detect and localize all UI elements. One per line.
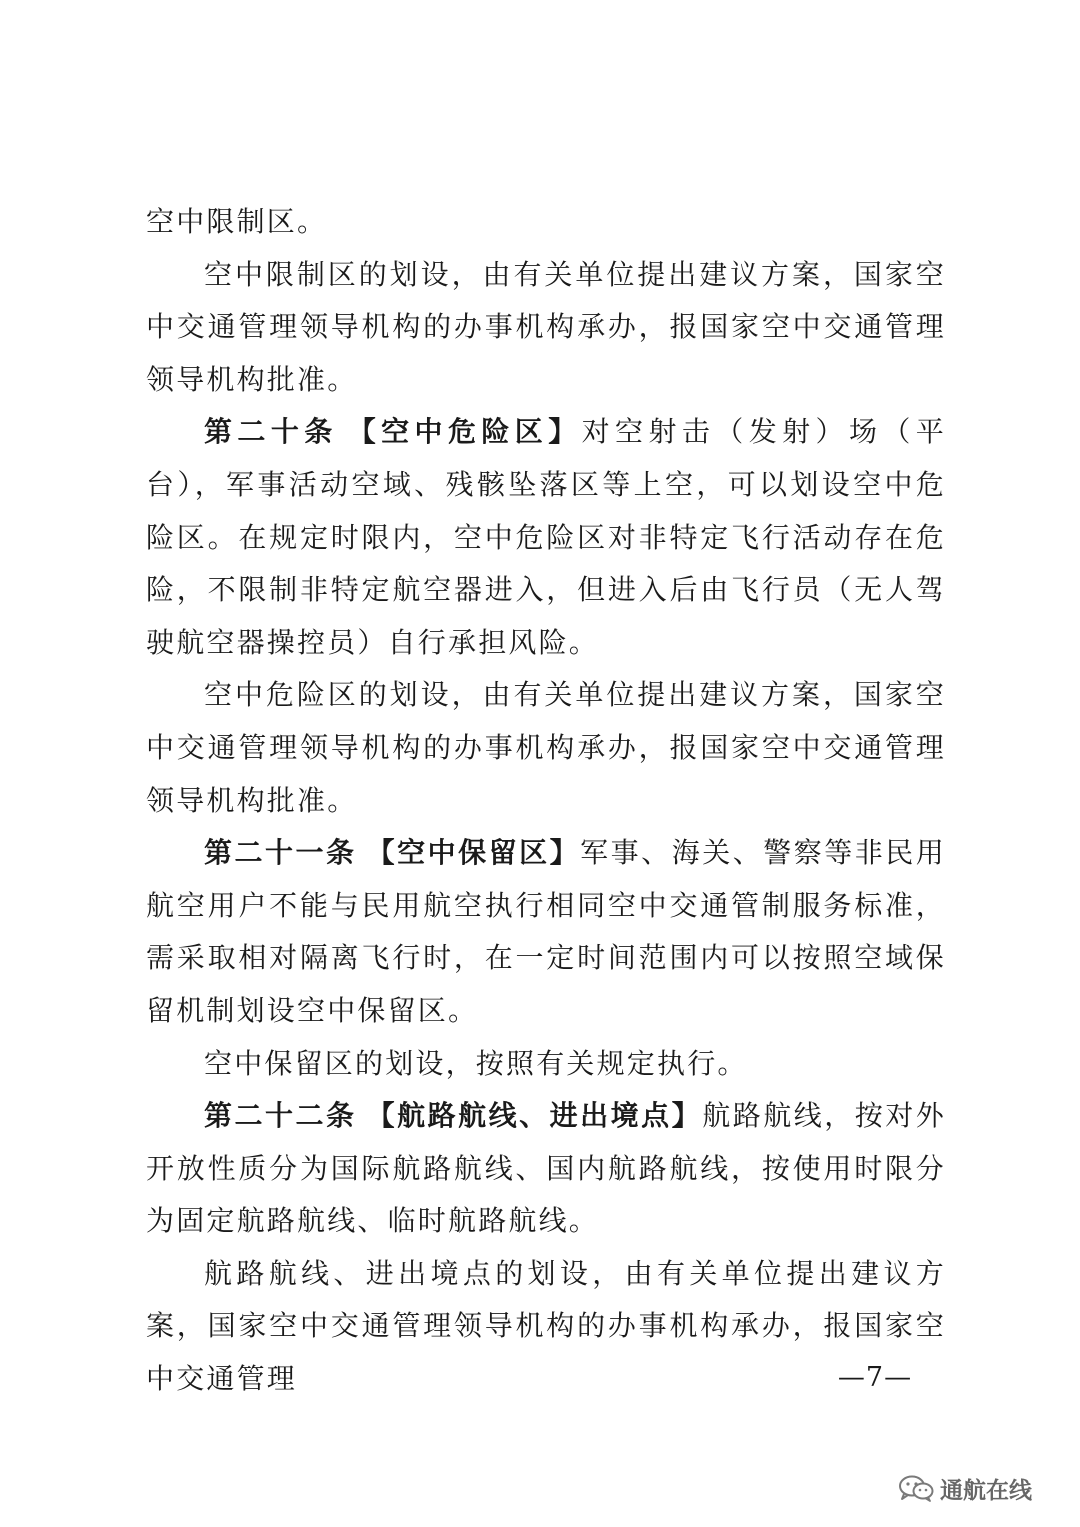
paragraph-text: 对空射击（发射）场（平台），军事活动空域、残骸坠落区等上空，可以划设空中危险区。在规定时限内，空中危险区对非特定飞行活动存在危险，不限制非特定航空器进入，但进入后由飞行员（无人驾驶航空器操控员）自行承担风险。 xyxy=(146,415,947,659)
paragraph-text: 航路航线、进出境点的划设，由有关单位提出建议方案，国家空中交通管理领导机构的办事机构承办，报国家空中交通管理 xyxy=(146,1256,946,1396)
article-number: 第二十二条 xyxy=(204,1099,357,1133)
wechat-icon xyxy=(898,1474,934,1502)
paragraph-2 xyxy=(146,249,946,407)
article-title: 【空中危险区】 xyxy=(347,415,582,449)
watermark-text: 通航在线 xyxy=(940,1477,1032,1504)
article-title: 【空中保留区】 xyxy=(366,836,581,870)
article-22 xyxy=(146,1090,946,1248)
article-20 xyxy=(146,406,946,669)
article-number: 第二十条 xyxy=(204,415,338,449)
paragraph-text: 空中危险区的划设，由有关单位提出建议方案，国家空中交通管理领导机构的办事机构承办，报国家空中交通管理领导机构批准。 xyxy=(146,678,946,817)
paragraph-text: 航路航线，按对外开放性质分为国际航路航线、国内航路航线，按使用时限分为固定航路航线、临时航路航线。 xyxy=(146,1099,946,1238)
paragraph-text: 空中保留区的划设，按照有关规定执行。 xyxy=(204,1046,748,1080)
body-text xyxy=(146,196,946,1406)
article-21 xyxy=(146,827,946,1037)
article-number: 第二十一条 xyxy=(204,836,357,870)
paragraph-text: 空中限制区。 xyxy=(146,205,328,238)
watermark xyxy=(898,1470,1032,1506)
paragraph-4 xyxy=(146,669,946,827)
paragraph-6 xyxy=(146,1038,946,1091)
paragraph-1 xyxy=(146,196,946,249)
article-title: 【航路航线、进出境点】 xyxy=(366,1099,703,1133)
paragraph-text: 军事、海关、警察等非民用航空用户不能与民用航空执行相同空中交通管制服务标准，需采取相对隔离飞行时，在一定时间范围内可以按照空域保留机制划设空中保留区。 xyxy=(146,836,946,1027)
paragraph-text: 空中限制区的划设，由有关单位提出建议方案，国家空中交通管理领导机构的办事机构承办，报国家空中交通管理领导机构批准。 xyxy=(146,257,946,396)
page-number: —7— xyxy=(837,1362,913,1393)
